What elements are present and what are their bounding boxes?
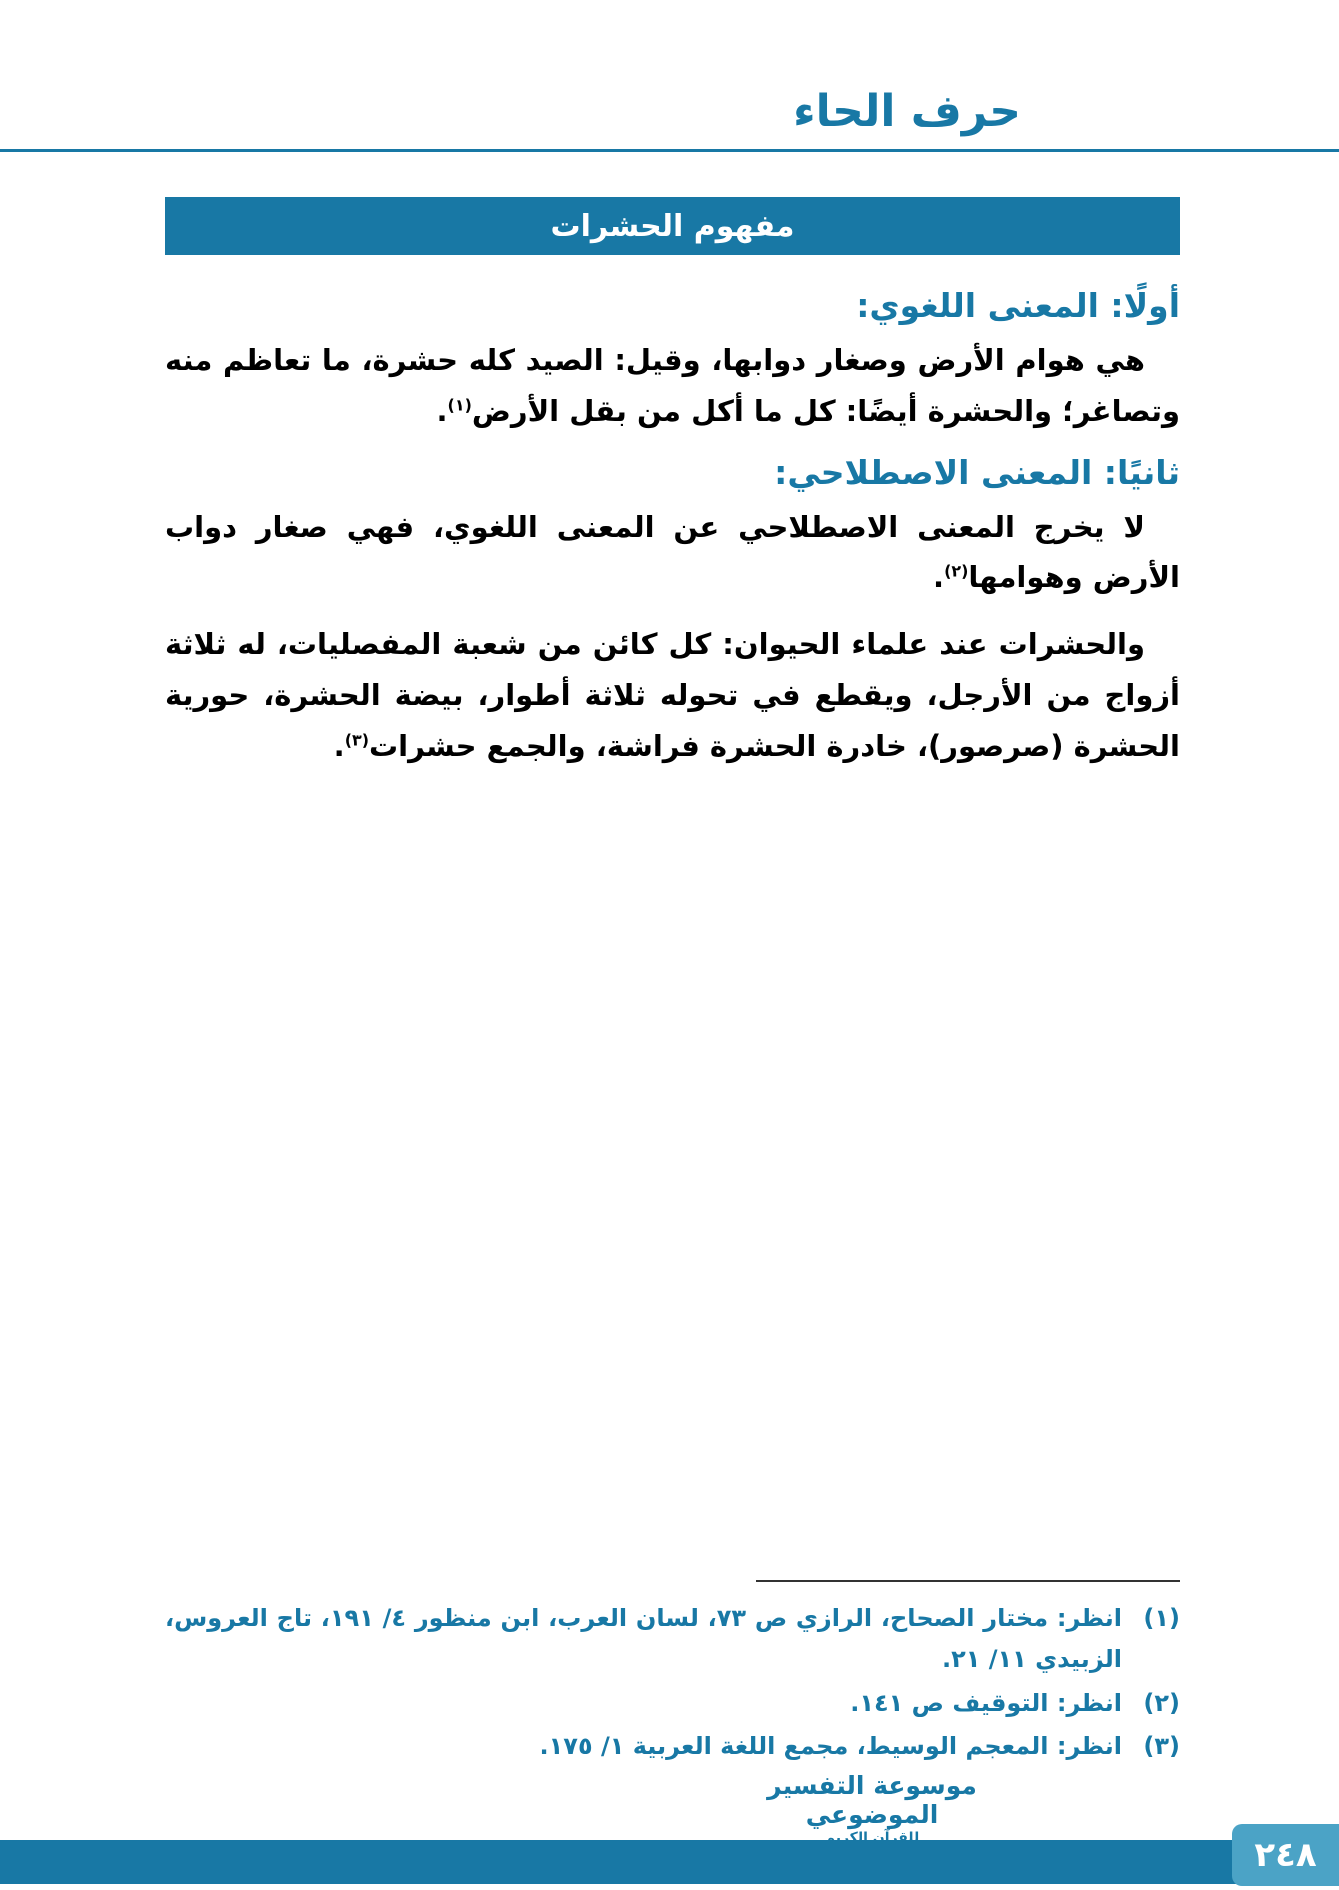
footnote-text: انظر: مختار الصحاح، الرازي ص ٧٣، لسان العرب، ابن منظور ٤/ ١٩١، تاج العروس، الزبيدي ١١/ ٢١. <box>165 1604 1122 1673</box>
footnote-text: انظر: التوقيف ص ١٤١. <box>850 1688 1122 1717</box>
footnote-item <box>165 1726 1180 1767</box>
chapter-calligraphy: حرف الحاء <box>793 86 1021 137</box>
page-number-badge <box>1232 1824 1339 1886</box>
section-banner <box>165 197 1180 255</box>
content-area <box>165 272 1180 787</box>
footnote-item <box>165 1598 1180 1680</box>
footer-band <box>0 1840 1339 1884</box>
footnote-ref-1: (١) <box>447 395 472 415</box>
footnote-number: (٢) <box>1143 1688 1180 1717</box>
heading-terminological-meaning: ثانيًا: المعنى الاصطلاحي: <box>774 452 1180 492</box>
footnotes <box>165 1598 1180 1770</box>
paragraph-terminological-2 <box>165 619 1180 771</box>
paragraph-tail: . <box>333 728 345 763</box>
header-rule <box>0 149 1339 152</box>
section-banner-title: مفهوم الحشرات <box>550 208 795 244</box>
footnote-separator <box>756 1580 1180 1582</box>
publisher-logo-title: موسوعة التفسير الموضوعي <box>767 1771 977 1830</box>
paragraph-tail: . <box>436 393 448 428</box>
paragraph-terminological-1 <box>165 502 1180 604</box>
publisher-logo-subtitle: للقرآن الكريم <box>824 1829 920 1846</box>
footnote-number: (١) <box>1143 1604 1180 1632</box>
footnote-ref-3: (٣) <box>344 729 370 749</box>
paragraph-text: هي هوام الأرض وصغار دوابها، وقيل: الصيد كله حشرة، ما تعاظم منه وتصاغر؛ والحشرة أيضًا: كل ما أكل من بقل الأرض <box>165 343 1180 428</box>
footnote-number: (٣) <box>1143 1732 1180 1761</box>
paragraph-tail: . <box>933 560 945 595</box>
footnote-item <box>165 1683 1180 1724</box>
footnote-ref-2: (٢) <box>944 561 969 581</box>
heading-linguistic-meaning: أولًا: المعنى اللغوي: <box>856 286 1180 325</box>
paragraph-linguistic <box>165 335 1180 437</box>
paragraph-text: والحشرات عند علماء الحيوان: كل كائن من شعبة المفصليات، له ثلاثة أزواج من الأرجل، ويقطع في تحوله ثلاثة أطوار، بيضة الحشرة، حورية الحشرة (صرصور)، خادرة الحشرة فراشة، والجمع حشرات <box>165 627 1180 763</box>
footnote-text: انظر: المعجم الوسيط، مجمع اللغة العربية ١/ ١٧٥. <box>539 1732 1122 1761</box>
publisher-logo <box>757 1772 987 1846</box>
paragraph-text: لا يخرج المعنى الاصطلاحي عن المعنى اللغوي، فهي صغار دواب الأرض وهوامها <box>165 509 1180 595</box>
page-number: ٢٤٨ <box>1254 1835 1317 1875</box>
